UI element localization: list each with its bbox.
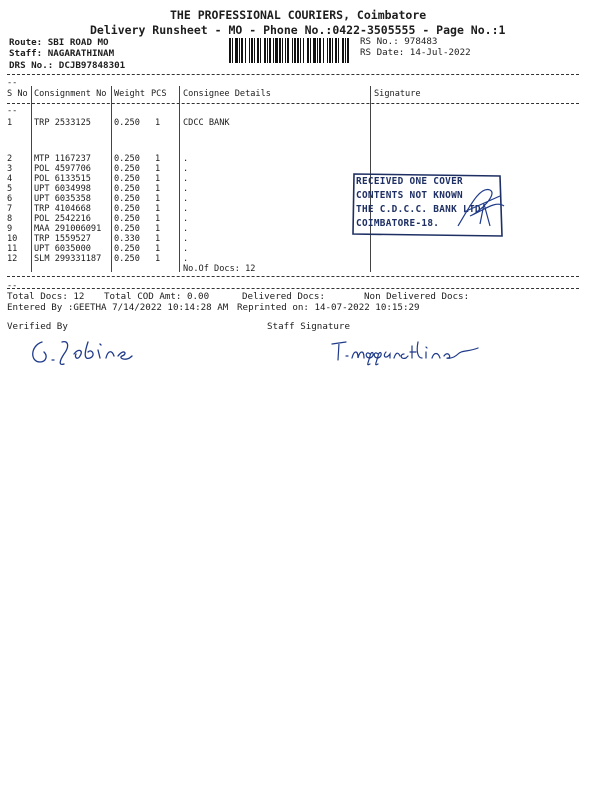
stamp-line: COIMBATORE-18.: [356, 218, 440, 229]
row-pcs: 1: [155, 224, 161, 234]
barcode-bar: [335, 38, 337, 63]
stamp-line: CONTENTS NOT KNOWN: [356, 190, 463, 201]
barcode-bar: [275, 38, 278, 63]
barcode-bar: [241, 38, 243, 63]
stamp-initials-signature: [450, 176, 510, 236]
received-stamp: [350, 170, 506, 242]
verifier-signature: [28, 332, 138, 372]
total-docs: Total Docs: 12: [7, 291, 85, 302]
barcode-bar: [269, 38, 271, 63]
row-consignment: POL 4597706: [34, 164, 91, 174]
row-weight: 0.250: [114, 118, 140, 128]
row-pcs: 1: [155, 214, 161, 224]
row-consignee: .: [183, 174, 189, 184]
barcode-bar: [300, 38, 301, 63]
barcode-bar: [327, 38, 328, 63]
row-consignee: .: [183, 234, 189, 244]
row-weight: 0.250: [114, 184, 140, 194]
row-pcs: 1: [155, 204, 161, 214]
col-sno: S No: [7, 89, 28, 99]
row-consignee: .: [183, 164, 189, 174]
runsheet-subtitle: Delivery Runsheet - MO - Phone No.:0422-3505555 - Page No.:1: [90, 23, 506, 37]
row-sno: 8: [7, 214, 13, 224]
barcode-bar: [257, 38, 259, 63]
row-consignment: MTP 1167237: [34, 154, 91, 164]
barcode-bar: [332, 38, 333, 63]
barcode-bar: [317, 38, 318, 63]
row-consignment: SLM 299331187: [34, 254, 102, 264]
row-pcs: 1: [155, 184, 161, 194]
col-pcs: PCS: [151, 89, 167, 99]
row-weight: 0.330: [114, 234, 140, 244]
row-weight: 0.250: [114, 254, 140, 264]
row-weight: 0.250: [114, 164, 140, 174]
entered-by: Entered By :GEETHA 7/14/2022 10:14:28 AM: [7, 302, 229, 313]
barcode-bar: [245, 38, 246, 63]
barcode-bar: [260, 38, 261, 63]
staff-signature-label: Staff Signature: [267, 321, 350, 332]
col-weight: Weight: [114, 89, 146, 99]
barcode-bar: [338, 38, 339, 63]
barcode-bar: [279, 38, 281, 63]
barcode-bar: [313, 38, 316, 63]
row-sno: 10: [7, 234, 18, 244]
barcode-bar: [273, 38, 274, 63]
barcode-bar: [235, 38, 238, 63]
divider-mark: --: [7, 78, 18, 88]
row-consignee: .: [183, 194, 189, 204]
row-consignment: TRP 2533125: [34, 118, 91, 128]
row-weight: 0.250: [114, 174, 140, 184]
rs-date: RS Date: 14-Jul-2022: [360, 47, 471, 58]
company-title: THE PROFESSIONAL COURIERS, Coimbatore: [170, 8, 427, 22]
barcode-bar: [229, 38, 231, 63]
row-consignee: .: [183, 244, 189, 254]
barcode-bar: [310, 38, 311, 63]
divider-mark-2: --: [7, 106, 18, 116]
barcode-bar: [232, 38, 233, 63]
non-delivered-docs: Non Delivered Docs:: [364, 291, 470, 302]
row-pcs: 1: [155, 174, 161, 184]
row-consignment: UPT 6035358: [34, 194, 91, 204]
divider-footer: [7, 276, 579, 277]
drs-number: DRS No.: DCJB97848301: [9, 60, 126, 71]
barcode-bar: [323, 38, 324, 63]
col-line-2: [111, 86, 112, 272]
row-consignment: TRP 1559527: [34, 234, 91, 244]
row-sno: 12: [7, 254, 18, 264]
barcode-bar: [251, 38, 253, 63]
barcode-bar: [239, 38, 240, 63]
row-consignee: .: [183, 224, 189, 234]
col-line-3: [179, 86, 180, 272]
divider-mark-3: --: [7, 281, 18, 291]
row-sno: 2: [7, 154, 13, 164]
staff-signature: [328, 334, 488, 370]
row-sno: 6: [7, 194, 13, 204]
row-consignment: UPT 6035000: [34, 244, 91, 254]
no-of-docs: No.Of Docs: 12: [183, 264, 256, 274]
row-sno: 7: [7, 204, 13, 214]
barcode-bar: [329, 38, 331, 63]
row-weight: 0.250: [114, 154, 140, 164]
barcode-bar: [249, 38, 250, 63]
delivered-docs: Delivered Docs:: [242, 291, 325, 302]
staff-label: Staff: NAGARATHINAM: [9, 48, 115, 59]
col-consignee: Consignee Details: [183, 89, 271, 99]
row-weight: 0.250: [114, 244, 140, 254]
barcode-bar: [264, 38, 266, 63]
row-weight: 0.250: [114, 194, 140, 204]
reprinted-on: Reprinted on: 14-07-2022 10:15:29: [237, 302, 420, 313]
barcode-bar: [282, 38, 283, 63]
row-weight: 0.250: [114, 214, 140, 224]
row-sno: 9: [7, 224, 13, 234]
rs-number: RS No.: 978483: [360, 36, 438, 47]
barcode-bar: [297, 38, 299, 63]
stamp-line: THE C.D.C.C. BANK LTD: [356, 204, 481, 215]
row-consignee: .: [183, 254, 189, 264]
row-weight: 0.250: [114, 204, 140, 214]
row-pcs: 1: [155, 118, 161, 128]
divider-top: [7, 74, 579, 75]
col-signature: Signature: [374, 89, 421, 99]
barcode: [228, 38, 353, 63]
col-consignment: Consignment No: [34, 89, 107, 99]
barcode-bar: [307, 38, 309, 63]
barcode-bar: [267, 38, 268, 63]
barcode-bar: [319, 38, 321, 63]
col-line-1: [31, 86, 32, 272]
barcode-bar: [285, 38, 286, 63]
row-pcs: 1: [155, 164, 161, 174]
divider-header: [7, 103, 579, 104]
row-pcs: 1: [155, 234, 161, 244]
row-consignment: TRP 4104668: [34, 204, 91, 214]
barcode-bar: [303, 38, 304, 63]
barcode-bar: [342, 38, 344, 63]
verified-by-label: Verified By: [7, 321, 68, 332]
row-consignee: .: [183, 154, 189, 164]
row-consignee: CDCC BANK: [183, 118, 230, 128]
divider-footer-2: [7, 288, 579, 289]
barcode-bar: [345, 38, 346, 63]
stamp-line: RECEIVED ONE COVER: [356, 176, 463, 187]
row-sno: 3: [7, 164, 13, 174]
row-pcs: 1: [155, 194, 161, 204]
barcode-bar: [287, 38, 289, 63]
row-consignment: MAA 291006091: [34, 224, 102, 234]
row-sno: 4: [7, 174, 13, 184]
row-consignment: POL 6133515: [34, 174, 91, 184]
row-sno: 11: [7, 244, 18, 254]
barcode-bar: [292, 38, 293, 63]
route-label: Route: SBI ROAD MO: [9, 37, 109, 48]
barcode-bar: [254, 38, 255, 63]
row-consignee: .: [183, 184, 189, 194]
row-sno: 5: [7, 184, 13, 194]
row-consignee: .: [183, 204, 189, 214]
row-pcs: 1: [155, 244, 161, 254]
row-consignment: UPT 6034998: [34, 184, 91, 194]
barcode-bar: [347, 38, 349, 63]
row-weight: 0.250: [114, 224, 140, 234]
row-sno: 1: [7, 118, 13, 128]
row-consignee: .: [183, 214, 189, 224]
row-pcs: 1: [155, 154, 161, 164]
row-pcs: 1: [155, 254, 161, 264]
total-cod: Total COD Amt: 0.00: [104, 291, 210, 302]
barcode-bar: [294, 38, 296, 63]
row-consignment: POL 2542216: [34, 214, 91, 224]
